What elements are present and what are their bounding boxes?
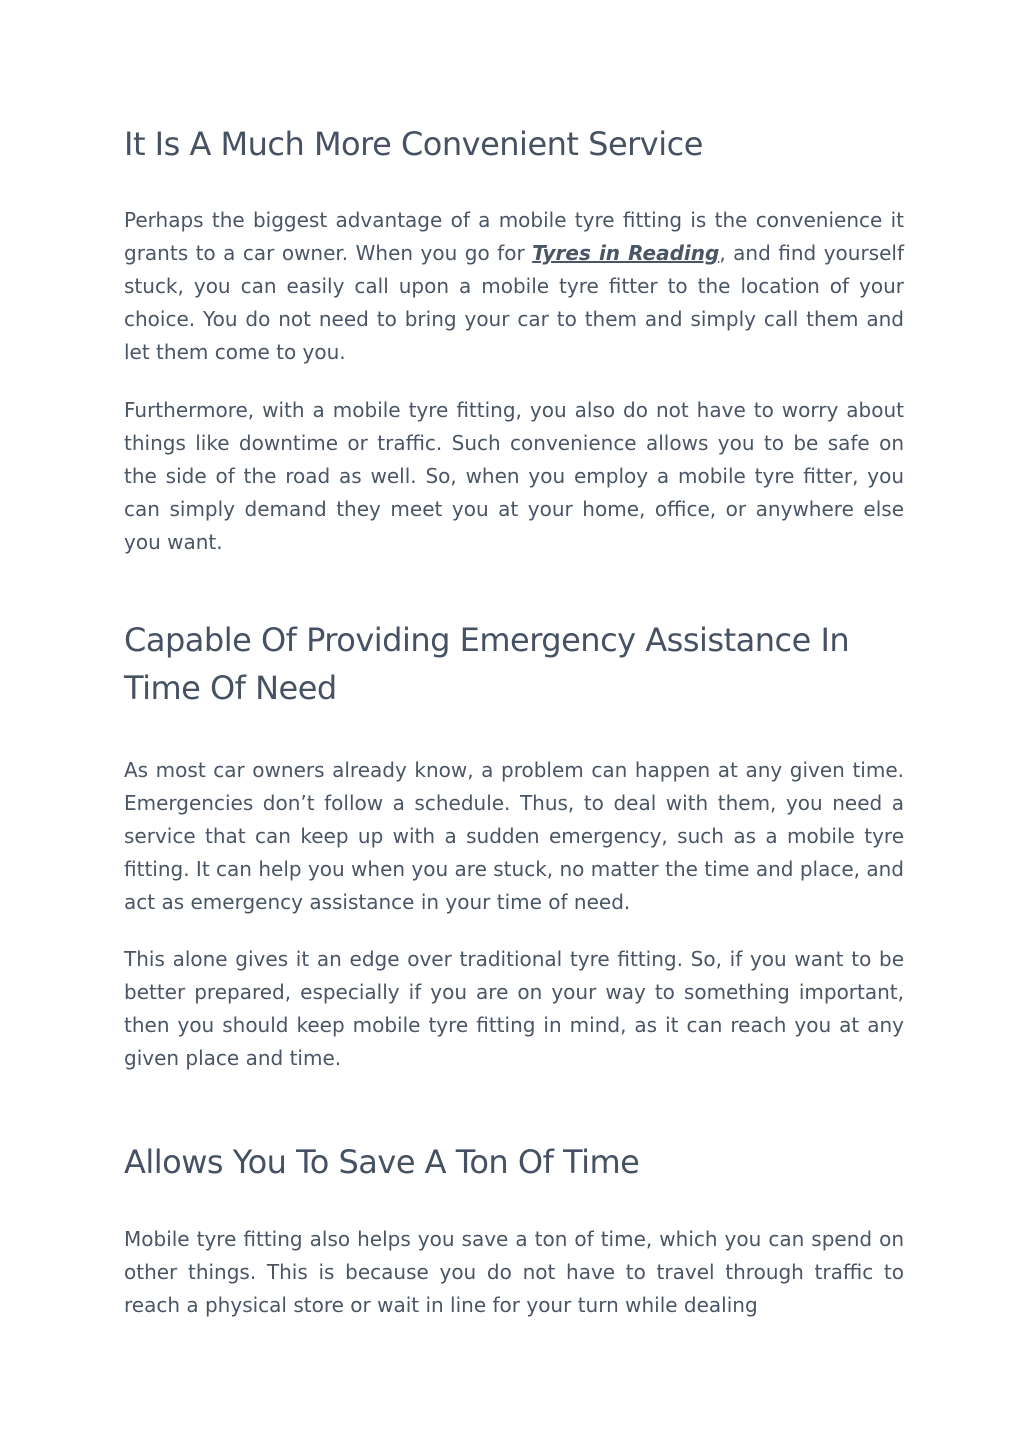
paragraph-save-time: Mobile tyre fitting also helps you save a ton of time, which you can spend on other things. This is because you do not have to travel through traffic to reach a physical store or wait in line for your turn while dealing <box>124 1227 904 1317</box>
paragraph-emergencies: As most car owners already know, a problem can happen at any given time. Emergencies don’t follow a schedule. Thus, to deal with them, you need a service that can keep up with a sudden emergency, such as a mobile tyre fitting. It can help you when you are stuck, no matter the time and place, and act as emergency assistance in your time of need. <box>124 758 904 914</box>
heading-line-1: Capable Of Providing Emergency Assistance In <box>124 621 850 659</box>
heading-line-2: Time Of Need <box>124 669 337 707</box>
tyres-in-reading-link[interactable]: Tyres in Reading <box>532 241 720 265</box>
section-heading-emergency-assistance <box>124 616 849 712</box>
section-heading-save-time: Allows You To Save A Ton Of Time <box>124 1143 640 1181</box>
paragraph-text-before-link: Perhaps the biggest advantage of a mobile tyre fitting is the convenience it grants to a car owner. When you go for <box>124 208 904 265</box>
section-heading-convenient-service: It Is A Much More Convenient Service <box>124 125 703 163</box>
paragraph-furthermore: Furthermore, with a mobile tyre fitting, you also do not have to worry about things like downtime or traffic. Such convenience allows you to be safe on the side of the road as well. So, when you employ a mobile tyre fitter, you can simply demand they meet you at your home, office, or anywhere else you want. <box>124 398 904 554</box>
paragraph-text-after-link: , and find yourself stuck, you can easily call upon a mobile tyre fitter to the location of your choice. You do not need to bring your car to them and simply call them and let them come to you. <box>124 241 904 364</box>
paragraph-convenience <box>124 204 904 369</box>
paragraph-edge: This alone gives it an edge over traditional tyre fitting. So, if you want to be better prepared, especially if you are on your way to something important, then you should keep mobile tyre fitting in mind, as it can reach you at any given place and time. <box>124 947 904 1070</box>
